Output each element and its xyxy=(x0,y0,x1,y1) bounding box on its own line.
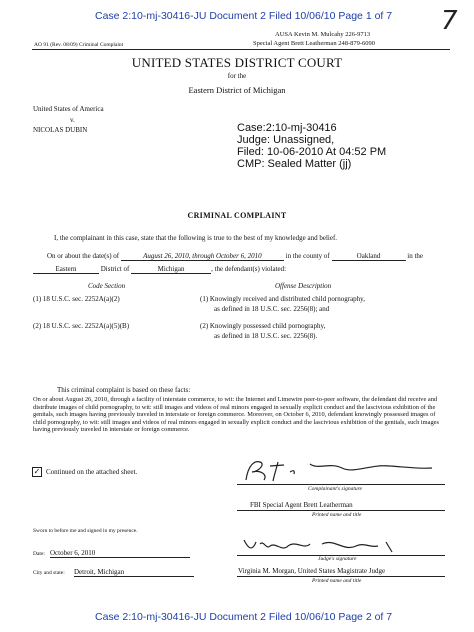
continued-label: Continued on the attached sheet. xyxy=(46,468,138,476)
complainant-name-line xyxy=(237,510,445,511)
in-the-label: in the xyxy=(407,252,424,260)
case-header-stamp: Case 2:10-mj-30416-JU Document 2 Filed 10/06/10 Page 1 of 7 xyxy=(95,10,393,22)
handwritten-page-mark: 7 xyxy=(441,6,458,36)
form-id: AO 91 (Rev. 08/09) Criminal Complaint xyxy=(34,42,124,48)
offense-dates: August 26, 2010, through October 6, 2010 xyxy=(121,252,284,261)
court-district: Eastern District of Michigan xyxy=(188,85,286,95)
code-row-2: (2) 18 U.S.C. sec. 2252A(a)(5)(B) xyxy=(33,322,130,330)
city-label: City and state: xyxy=(33,570,65,576)
judge-stamp: Judge: Unassigned, xyxy=(237,134,335,146)
county-value: Oakland xyxy=(332,252,406,261)
violated-label: , the defendant(s) violated: xyxy=(211,265,287,273)
date-label: Date: xyxy=(33,551,45,557)
ausa-line: AUSA Kevin M. Mulcahy 226-9713 xyxy=(275,31,371,38)
judge-name: Virginia M. Morgan, United States Magistrate Judge xyxy=(238,567,386,575)
special-agent-line: Special Agent Brett Leatherman 248-879-6090 xyxy=(253,40,376,47)
complainant-name: FBI Special Agent Brett Leatherman xyxy=(250,501,353,509)
county-label: in the county of xyxy=(285,252,330,260)
offense-row-2-line-1: (2) Knowingly possessed child pornography, xyxy=(200,322,326,330)
complainant-signature-label: Complainant's signature xyxy=(308,486,362,492)
city-value: Detroit, Michigan xyxy=(74,568,194,577)
judge-name-line xyxy=(237,576,445,577)
header-rule xyxy=(32,49,450,50)
offense-row-2-line-2: as defined in 18 U.S.C. sec. 2256(8). xyxy=(214,332,318,340)
intro-statement: I, the complainant in this case, state that the following is true to the best of my knowledge and belief. xyxy=(54,234,338,242)
code-section-header: Code Section xyxy=(88,282,126,290)
district-label: District of xyxy=(100,265,130,273)
filed-stamp: Filed: 10-06-2010 At 04:52 PM xyxy=(237,146,387,158)
complainant-signature xyxy=(240,456,440,484)
complainant-signature-line xyxy=(237,484,445,485)
document-title: CRIMINAL COMPLAINT xyxy=(187,211,287,220)
offense-row-1-line-1: (1) Knowingly received and distributed child pornography, xyxy=(200,295,365,303)
offense-description-header: Offense Description xyxy=(275,282,332,290)
code-row-1: (1) 18 U.S.C. sec. 2252A(a)(2) xyxy=(33,295,120,303)
sworn-statement: Sworn to before me and signed in my presence. xyxy=(33,528,138,534)
date-value: October 6, 2010 xyxy=(50,549,190,558)
dates-prefix: On or about the date(s) of xyxy=(47,252,120,260)
continued-checkbox[interactable]: ✓ xyxy=(33,467,41,476)
judge-signature-label: Judge's signature xyxy=(318,556,357,562)
district-value: Eastern xyxy=(33,265,99,274)
facts-paragraph: On or about August 26, 2010, through a facility of interstate commerce, to wit: the Internet and Limewire peer-to-peer software, the defendant did receive and distribute images of child pornography, to wit: still images and videos of real minors engaged in sexually explicit conduct and the lascivious exhibition of the genitals, such images having previously traveled in interstate or foreign commerce. Moreover, on October 6, 2010, defendant knowingly possessed images of child pornography, to wit: still images and videos of real minors engaged in sexually explicit conduct and the lascivious exhibition of the genitals, such images having previously traveled in interstate or foreign commerce. xyxy=(33,396,440,434)
case-footer-stamp: Case 2:10-mj-30416-JU Document 2 Filed 10/06/10 Page 2 of 7 xyxy=(95,611,393,623)
defendant: NICOLAS DUBIN xyxy=(33,126,88,134)
offense-row-1-line-2: as defined in 18 U.S.C. sec. 2256(8); and xyxy=(214,305,330,313)
complainant-name-label: Printed name and title xyxy=(312,512,362,518)
court-title: UNITED STATES DISTRICT COURT xyxy=(131,55,343,70)
judge-name-label: Printed name and title xyxy=(312,578,362,584)
plaintiff: United States of America xyxy=(33,105,104,113)
basis-label: This criminal complaint is based on these facts: xyxy=(57,386,191,394)
versus: v. xyxy=(70,116,75,124)
judge-signature xyxy=(238,530,438,558)
state-value: Michigan xyxy=(131,265,211,274)
case-number-stamp: Case:2:10-mj-30416 xyxy=(237,122,337,134)
court-for-the: for the xyxy=(227,72,247,80)
cmp-stamp: CMP: Sealed Matter (jj) xyxy=(237,158,352,170)
